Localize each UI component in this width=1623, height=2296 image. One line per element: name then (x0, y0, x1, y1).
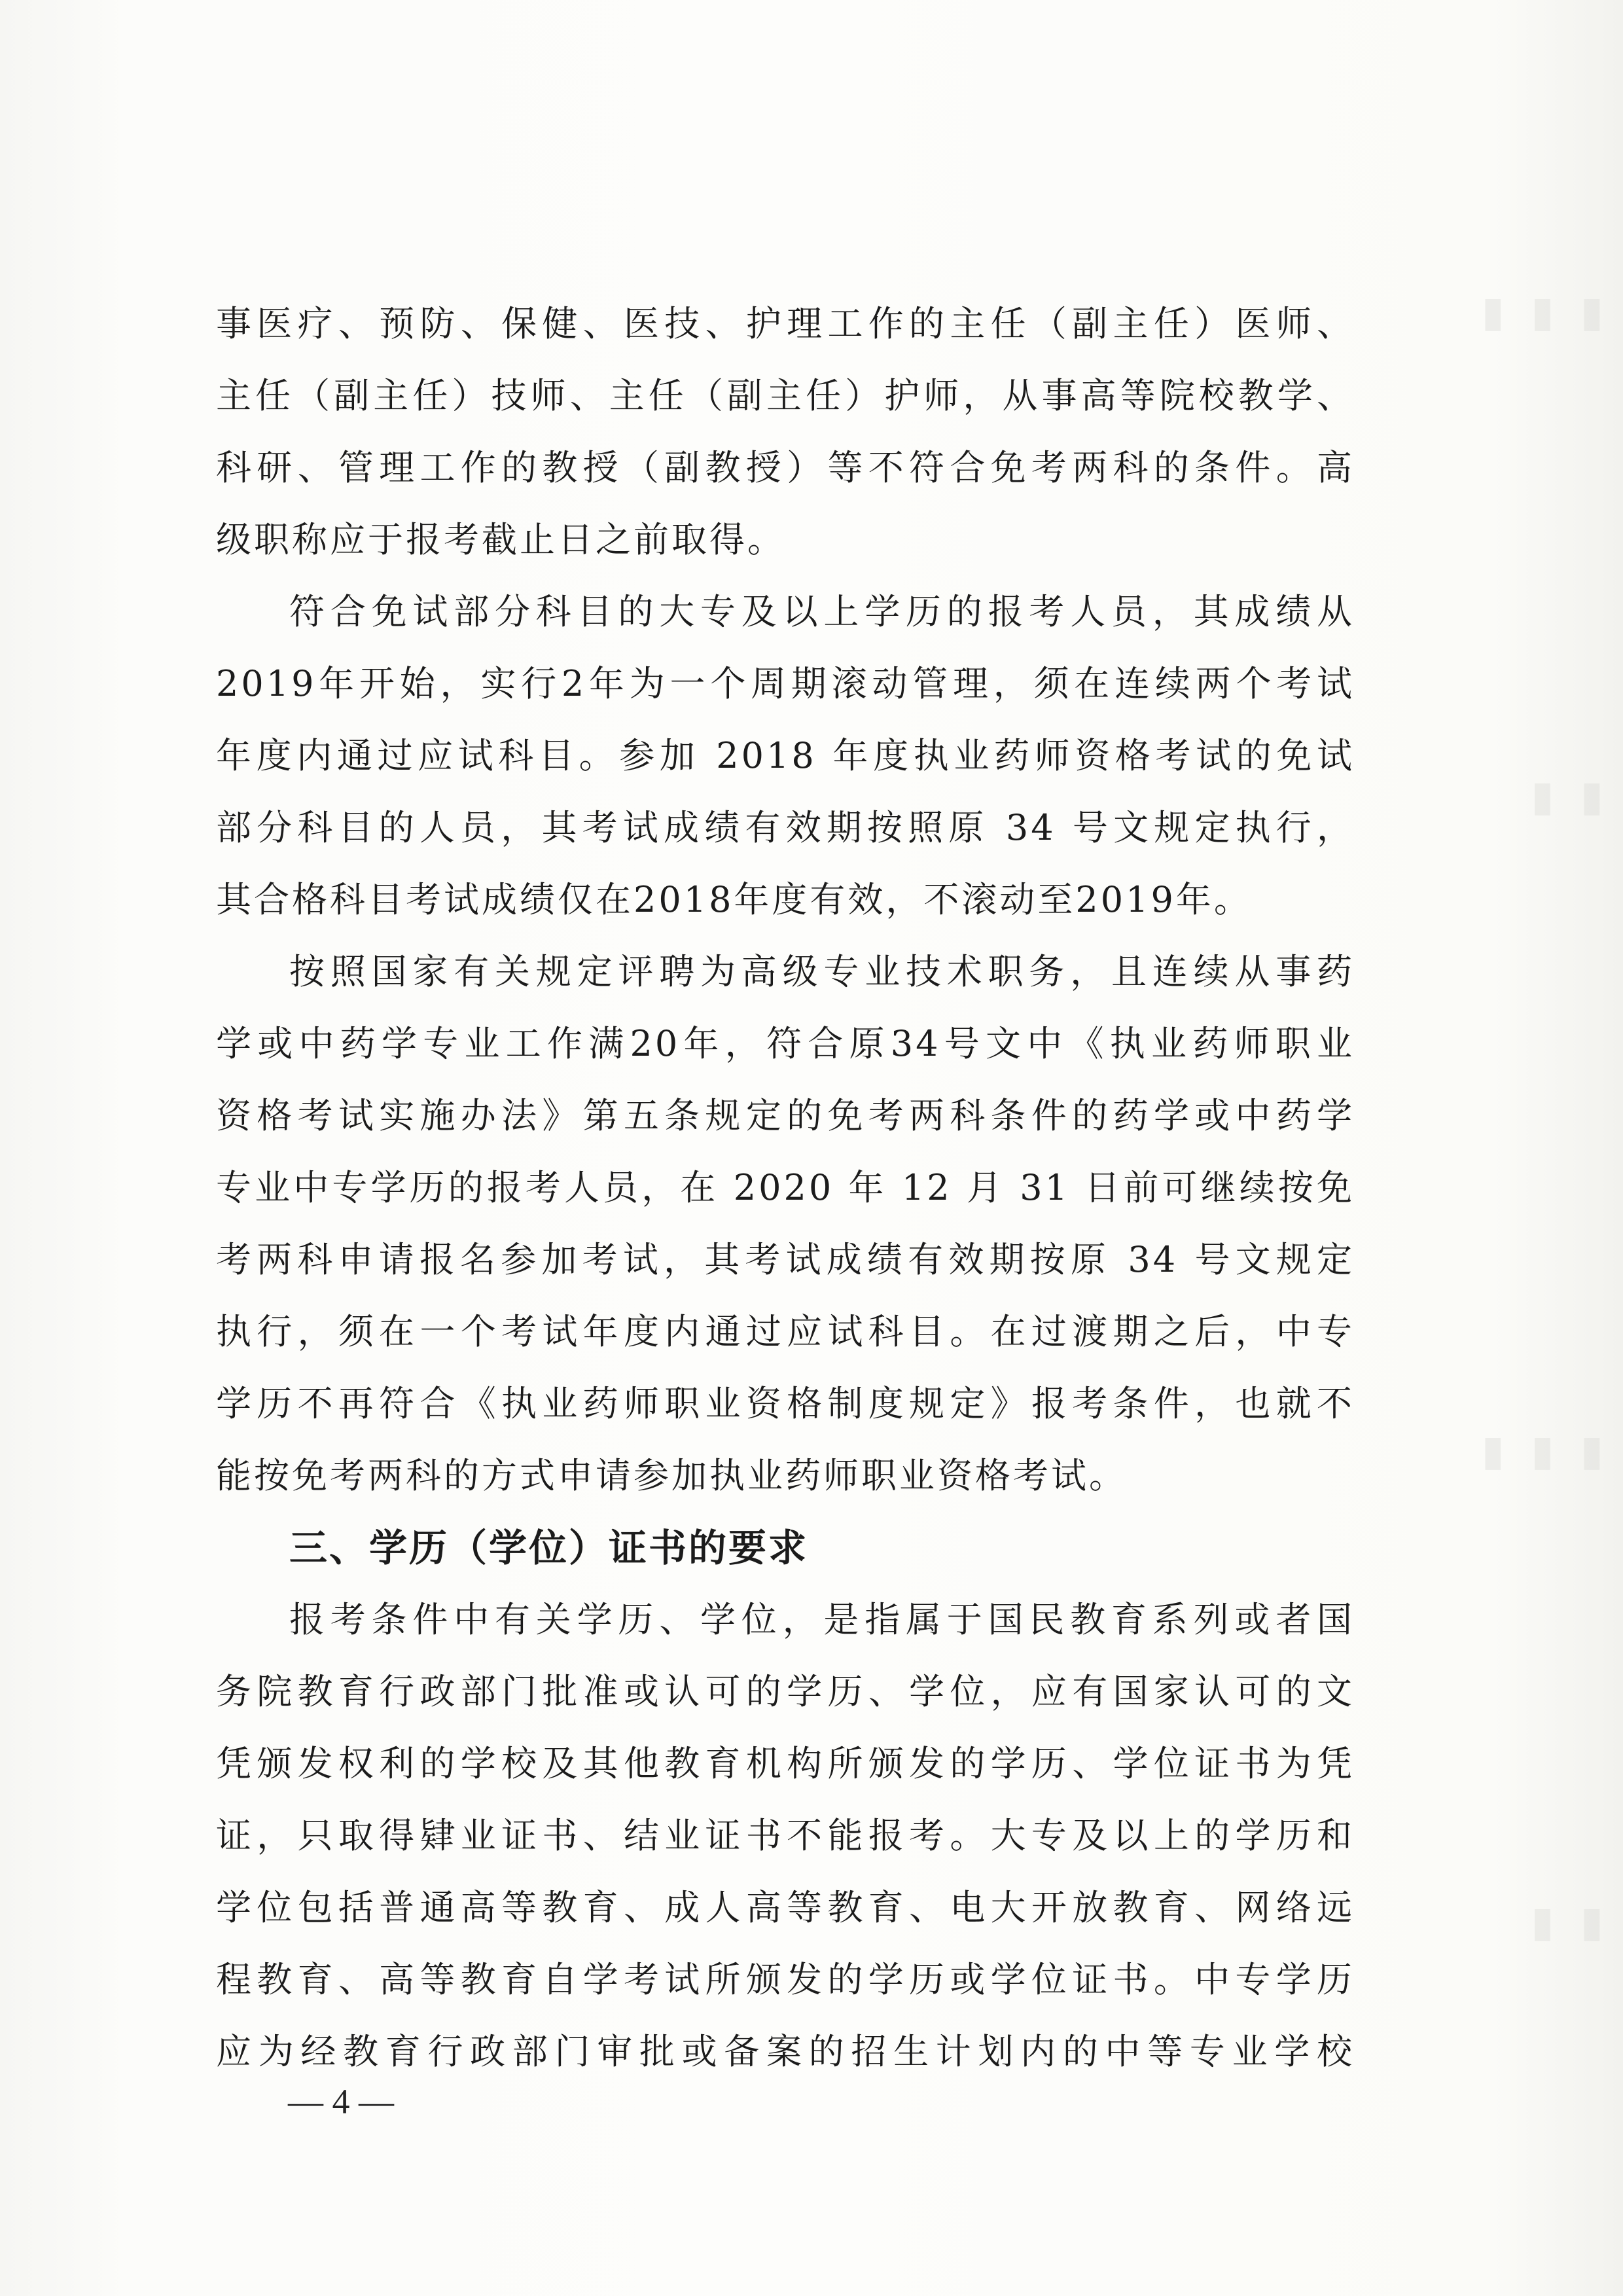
text-line: 报考条件中有关学历、学位，是指属于国民教育系列或者国 (289, 1599, 1355, 1640)
bleed-through-texture: ▮ ▮ (1531, 772, 1610, 821)
text-line: 符合免试部分科目的大专及以上学历的报考人员，其成绩从 (289, 591, 1355, 632)
text-line: 应为经教育行政部门审批或备案的招生计划内的中等专业学校 (216, 2031, 1355, 2072)
text-line: 专业中专学历的报考人员，在 2020 年 12 月 31 日前可继续按免 (216, 1167, 1355, 1208)
text-line: 2019年开始，实行2年为一个周期滚动管理，须在连续两个考试 (216, 663, 1355, 704)
text-line: 主任（副主任）技师、主任（副主任）护师，从事高等院校教学、 (216, 375, 1355, 416)
bleed-through-texture: ▮ ▮ (1531, 1898, 1610, 1946)
text-line: 按照国家有关规定评聘为高级专业技术职务，且连续从事药 (289, 951, 1355, 992)
text-line: 科研、管理工作的教授（副教授）等不符合免考两科的条件。高 (216, 447, 1355, 488)
text-line: 程教育、高等教育自学考试所颁发的学历或学位证书。中专学历 (216, 1959, 1355, 2000)
text-line: 部分科目的人员，其考试成绩有效期按照原 34 号文规定执行， (216, 807, 1355, 848)
text-line: 证，只取得肄业证书、结业证书不能报考。大专及以上的学历和 (216, 1815, 1355, 1856)
bleed-through-texture: ▮ ▮ ▮ (1481, 288, 1610, 336)
text-line: 年度内通过应试科目。参加 2018 年度执业药师资格考试的免试 (216, 735, 1355, 776)
page-number: — 4 — (288, 2082, 394, 2121)
text-line: 务院教育行政部门批准或认可的学历、学位，应有国家认可的文 (216, 1671, 1355, 1712)
text-line: 学位包括普通高等教育、成人高等教育、电大开放教育、网络远 (216, 1887, 1355, 1928)
text-line: 学或中药学专业工作满20年，符合原34号文中《执业药师职业 (216, 1023, 1355, 1064)
text-line: 其合格科目考试成绩仅在2018年度有效，不滚动至2019年。 (216, 879, 1252, 920)
text-line: 能按免考两科的方式申请参加执业药师职业资格考试。 (216, 1455, 1127, 1496)
text-line: 级职称应于报考截止日之前取得。 (216, 519, 785, 560)
section-heading: 三、学历（学位）证书的要求 (289, 1526, 809, 1570)
text-line: 学历不再符合《执业药师职业资格制度规定》报考条件，也就不 (216, 1383, 1355, 1424)
text-line: 考两科申请报名参加考试，其考试成绩有效期按原 34 号文规定 (216, 1239, 1355, 1280)
bleed-through-texture: ▮ ▮ ▮ (1481, 1427, 1610, 1475)
text-line: 资格考试实施办法》第五条规定的免考两科条件的药学或中药学 (216, 1095, 1355, 1136)
document-body (216, 288, 1355, 2088)
text-line: 事医疗、预防、保健、医技、护理工作的主任（副主任）医师、 (216, 303, 1355, 344)
text-line: 凭颁发权利的学校及其他教育机构所颁发的学历、学位证书为凭 (216, 1743, 1355, 1784)
text-line: 执行，须在一个考试年度内通过应试科目。在过渡期之后，中专 (216, 1311, 1355, 1352)
